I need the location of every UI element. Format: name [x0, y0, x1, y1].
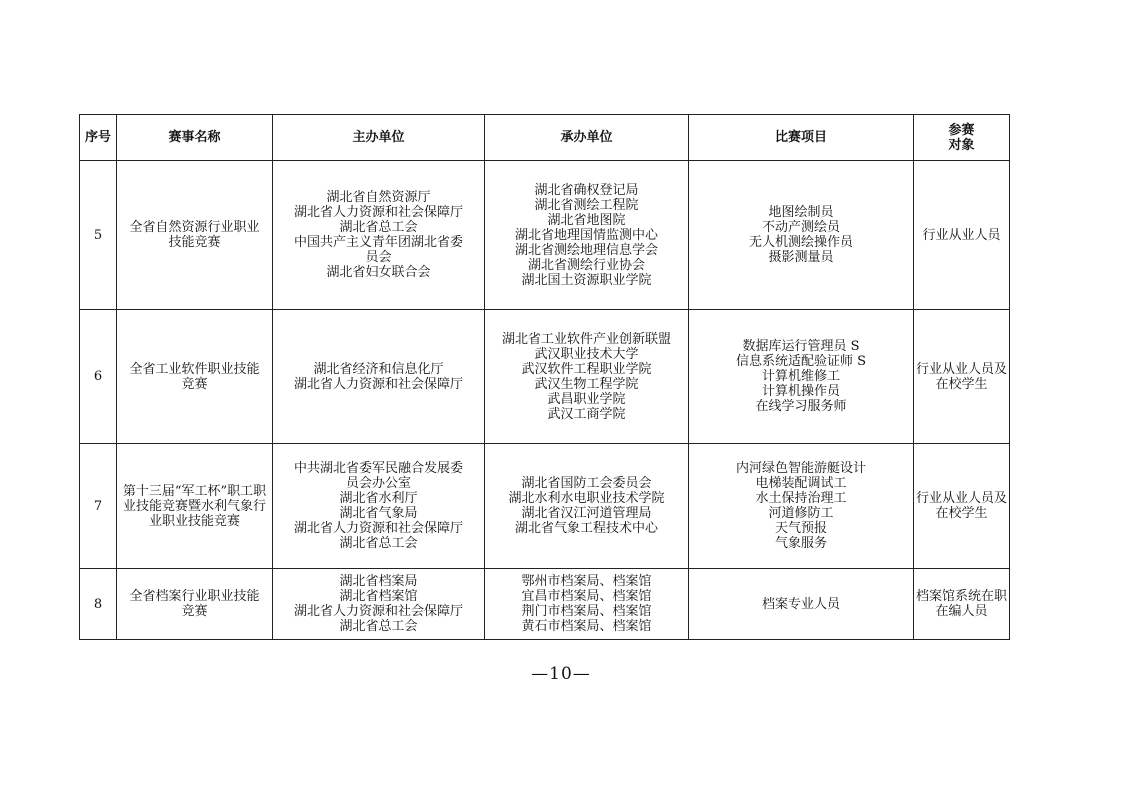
- organizer-unit: 湖北省测绘工程院: [534, 197, 639, 213]
- participant-target: [914, 161, 1010, 310]
- host-unit: 湖北省人力资源和社会保障厅: [293, 376, 463, 392]
- organizer-units: [485, 310, 689, 444]
- table-row: [80, 310, 1010, 444]
- host-units: [273, 444, 485, 569]
- competition-name: [117, 161, 273, 310]
- organizer-unit: 湖北省地理国情监测中心: [514, 227, 658, 243]
- header-target-line1: 参赛: [948, 122, 975, 138]
- competition-name: [117, 310, 273, 444]
- competition-item: 内河绿色智能游艇设计: [735, 461, 866, 476]
- header-target: [914, 115, 1010, 161]
- table-row: [80, 569, 1010, 640]
- competition-items: [689, 444, 914, 569]
- participant-target: [914, 569, 1010, 640]
- host-unit: 湖北省妇女联合会: [326, 265, 431, 280]
- header-name: 赛事名称: [117, 115, 273, 161]
- participant-target: [914, 444, 1010, 569]
- organizer-unit: 湖北省气象工程技术中心: [514, 521, 658, 536]
- host-unit: 湖北省人力资源和社会保障厅: [293, 205, 463, 220]
- host-unit: 中国共产主义青年团湖北省委: [293, 235, 463, 250]
- host-unit: 湖北省总工会: [339, 619, 418, 634]
- competition-item: 信息系统适配验证师 S: [735, 354, 867, 369]
- table-row: [80, 161, 1010, 310]
- organizer-unit: 湖北省确权登记局: [534, 182, 639, 198]
- competition-item: 计算机维修工: [761, 369, 840, 384]
- organizer-unit: 武昌职业学院: [547, 391, 626, 407]
- participant-target-text: 行业从业人员: [922, 227, 1001, 243]
- row-number: 8: [80, 569, 117, 640]
- organizer-unit: 鄂州市档案局、档案馆: [521, 574, 652, 589]
- host-units: [273, 161, 485, 310]
- competition-item: 档案专业人员: [761, 596, 840, 612]
- competition-item: 计算机操作员: [761, 384, 840, 399]
- header-no: 序号: [80, 115, 117, 161]
- host-unit: 湖北省档案馆: [339, 589, 418, 604]
- competition-item: 数据库运行管理员 S: [742, 339, 860, 354]
- host-unit: 湖北省档案局: [339, 574, 418, 589]
- host-unit: 湖北省水利厅: [339, 491, 418, 506]
- competition-item: 水土保持治理工: [755, 491, 847, 506]
- participant-target-text: 行业从业人员及在校学生: [916, 361, 1008, 392]
- header-items: 比赛项目: [689, 115, 914, 161]
- organizer-unit: 湖北省测绘行业协会: [527, 257, 645, 273]
- host-unit: 员会: [365, 250, 392, 265]
- organizer-units: [485, 444, 689, 569]
- competition-item: 无人机测绘操作员: [748, 235, 853, 250]
- organizer-unit: 荆门市档案局、档案馆: [521, 604, 652, 619]
- organizer-unit: 湖北省测绘地理信息学会: [514, 242, 658, 258]
- host-unit: 湖北省总工会: [339, 220, 418, 235]
- competition-item: 电梯装配调试工: [755, 476, 847, 491]
- competition-item: 不动产测绘员: [761, 220, 840, 235]
- organizer-unit: 湖北省国防工会委员会: [521, 476, 652, 491]
- row-number: 6: [80, 310, 117, 444]
- organizer-units: [485, 161, 689, 310]
- host-unit: 员会办公室: [345, 476, 411, 491]
- table-header-row: [80, 115, 1010, 161]
- host-unit: 湖北省总工会: [339, 536, 418, 551]
- participant-target-text: 行业从业人员及在校学生: [916, 491, 1008, 521]
- host-unit: 湖北省自然资源厅: [326, 190, 431, 205]
- host-units: [273, 569, 485, 640]
- organizer-unit: 武汉职业技术大学: [534, 346, 639, 362]
- host-units: [273, 310, 485, 444]
- competition-items: [689, 310, 914, 444]
- competition-item: 气象服务: [774, 536, 827, 551]
- organizer-units: [485, 569, 689, 640]
- row-number: 7: [80, 444, 117, 569]
- organizer-unit: 湖北水利水电职业技术学院: [508, 491, 665, 506]
- host-unit: 中共湖北省委军民融合发展委: [293, 461, 463, 476]
- organizer-unit: 武汉工商学院: [547, 406, 626, 422]
- competition-item: 在线学习服务师: [755, 399, 847, 414]
- organizer-unit: 宜昌市档案局、档案馆: [521, 589, 652, 604]
- competition-item: 河道修防工: [768, 506, 834, 521]
- competition-name-text: 全省自然资源行业职业技能竞赛: [129, 220, 260, 250]
- header-target-line2: 对象: [948, 137, 975, 153]
- organizer-unit: 湖北省工业软件产业创新联盟: [501, 331, 671, 347]
- page-number: —10—: [531, 664, 591, 684]
- competition-name-text: 第十三届“军工杯”职工职业技能竞赛暨水利气象行业职业技能竞赛: [122, 483, 267, 529]
- header-host: 主办单位: [273, 115, 485, 161]
- host-unit: 湖北省气象局: [339, 506, 418, 521]
- competition-name-text: 全省档案行业职业技能竞赛: [129, 589, 260, 619]
- organizer-unit: 湖北省地图院: [547, 212, 626, 228]
- host-unit: 湖北省人力资源和社会保障厅: [293, 604, 463, 619]
- organizer-unit: 湖北国土资源职业学院: [521, 272, 652, 288]
- competition-name-text: 全省工业软件职业技能竞赛: [129, 361, 260, 392]
- organizer-unit: 湖北省汉江河道管理局: [521, 506, 652, 521]
- competition-table: [79, 114, 1010, 640]
- competition-items: [689, 569, 914, 640]
- competition-item: 摄影测量员: [768, 250, 834, 265]
- competition-name: [117, 569, 273, 640]
- host-unit: 湖北省人力资源和社会保障厅: [293, 521, 463, 536]
- table-row: [80, 444, 1010, 569]
- competition-items: [689, 161, 914, 310]
- organizer-unit: 黄石市档案局、档案馆: [521, 619, 652, 634]
- competition-item: 地图绘制员: [768, 205, 834, 220]
- participant-target-text: 档案馆系统在职在编人员: [916, 589, 1008, 619]
- header-organizer: 承办单位: [485, 115, 689, 161]
- participant-target: [914, 310, 1010, 444]
- host-unit: 湖北省经济和信息化厅: [313, 361, 444, 377]
- organizer-unit: 武汉软件工程职业学院: [521, 361, 652, 377]
- organizer-unit: 武汉生物工程学院: [534, 376, 639, 392]
- row-number: 5: [80, 161, 117, 310]
- competition-name: [117, 444, 273, 569]
- competition-item: 天气预报: [774, 521, 827, 536]
